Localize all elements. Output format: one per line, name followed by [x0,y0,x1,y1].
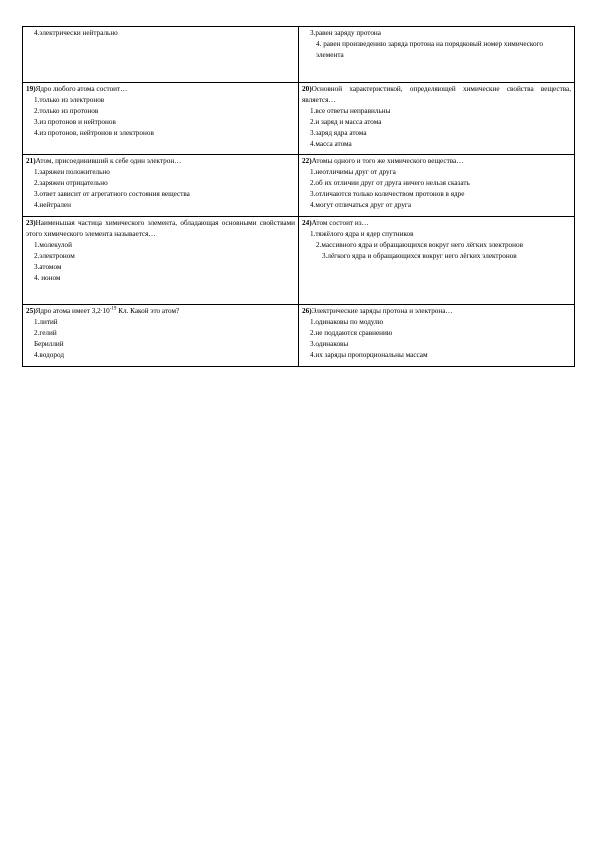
answer-option: 3.атомом [34,263,62,271]
question-text: Ядро любого атома состоит… [35,85,128,93]
answer-option: 1.одинаковы по модулю [310,318,384,326]
answer-option: 4.из протонов, нейтронов и электронов [34,129,154,137]
answer-option: 4.нейтрален [34,201,71,209]
question-text: Наименьшая частица химического элемента, обладающая основными свойствами этого химического элемента называется… [26,219,295,238]
answer-option: 2.гелий [34,329,57,337]
answer-option: 4.их заряды пропорциональны массам [310,351,428,359]
exponent: -19 [109,306,117,312]
answer-option: Бериллий [34,340,64,348]
question-number: 25) [26,307,36,315]
question-text: Атомы одного и того же химического вещества… [311,157,464,165]
answer-option: 2.электроном [34,252,75,260]
question-text: Электрические заряды протона и электрона… [311,307,453,315]
answer-option: 3.одинаковы [310,340,349,348]
answer-option: 1.только из электронов [34,96,105,104]
question-number: 22) [302,157,312,165]
answer-option: 3.отличаются только количеством протонов в ядре [310,190,465,198]
answer-option: 3.заряд ядра атома [310,129,367,137]
question-number: 19) [26,85,36,93]
answer-option: 4.могут отличаться друг от друга [310,201,412,209]
answer-option: 1.тяжёлого ядра и ядер спутников [310,230,414,238]
answer-option: 2.не поддаются сравнению [310,329,393,337]
answer-option: 1.заряжен положительно [34,168,110,176]
question-20 [299,83,575,155]
question-text: Ядро атома имеет $3,2\cdot 10^{-19}$ Кл. Какой это атом? [35,306,180,315]
answer-option: 2.об их отличии друг от друга ничего нельзя сказать [310,179,470,187]
answer-option: 3.из протонов и нейтронов [34,118,116,126]
question-25 [23,305,299,367]
question-number: 21) [26,157,36,165]
quiz-cell-continued-left [23,27,299,83]
question-number: 23) [26,219,36,227]
question-24 [299,217,575,305]
answer-option: 4. равен произведению заряда протона на порядковый номер химического элемента [316,40,543,59]
question-22 [299,155,575,217]
answer-option: 2.заряжен отрицательно [34,179,108,187]
question-number: 24) [302,219,312,227]
answer-option: 4.электрически нейтрально [34,29,118,37]
answer-option: 4. ионом [34,274,61,282]
answer-option: 2.и заряд и масса атома [310,118,382,126]
answer-option: 1.литий [34,318,58,326]
question-21 [23,155,299,217]
answer-option: 3.лёгкого ядра и обращающихся вокруг него лёгких электронов [322,252,517,260]
answer-option: 4.масса атома [310,140,352,148]
question-number: 26) [302,307,312,315]
answer-option: 1.все ответы неправильны [310,107,391,115]
answer-option: 1.неотличимы друг от друга [310,168,396,176]
question-23 [23,217,299,305]
answer-option: 4.водород [34,351,65,359]
question-26 [299,305,575,367]
question-text: Атом состоит из… [311,219,369,227]
answer-option: 3.ответ зависит от агрегатного состояния вещества [34,190,190,198]
question-text: Атом, присоединивший к себе один электрон… [35,157,182,165]
question-number: 20) [302,85,312,93]
answer-option: 2.массивного ядра и обращающихся вокруг него лёгких электронов [316,241,523,249]
question-19 [23,83,299,155]
quiz-table [22,26,575,367]
answer-option: 1.молекулой [34,241,72,249]
answer-option: 3.равен заряду протона [310,29,381,37]
quiz-cell-continued-right [299,27,575,83]
question-text: Основной характеристикой, определяющей химические свойства вещества, является… [302,85,571,104]
answer-option: 2.только из протонов [34,107,99,115]
